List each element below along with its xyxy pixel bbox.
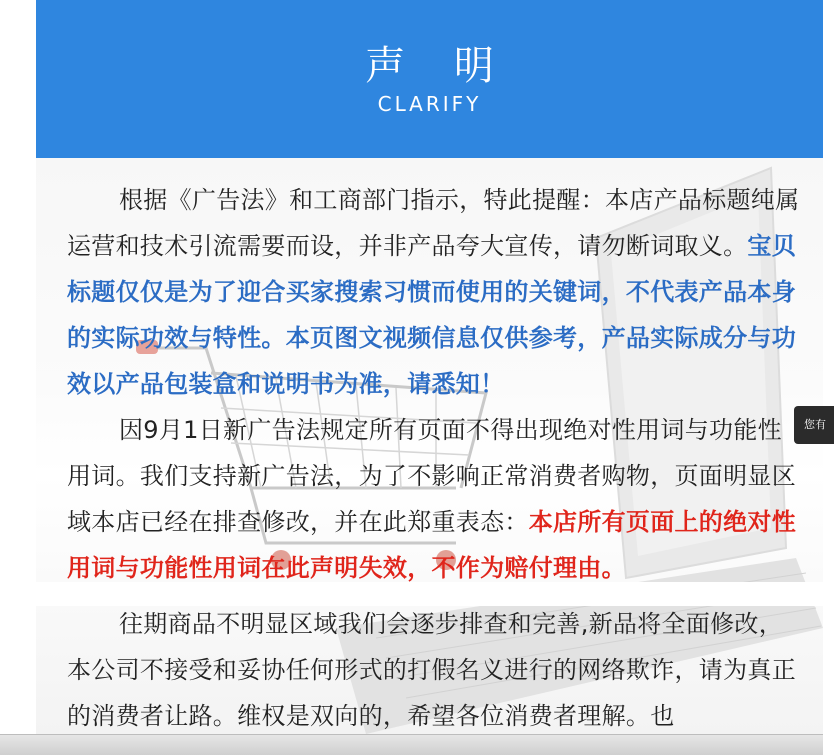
- disclaimer-text-anti-fraud: 往期商品不明显区域我们会逐步排查和完善,新品将全面修改，本公司不接受和妥协任何形式的打假名义进行的网络欺诈，请为真正的消费者让路。维权是双向的，希望各位消费者理解。也: [67, 610, 796, 730]
- header-title: 声 明: [365, 43, 512, 89]
- disclaimer-text-invalid-statement: 本店所有页面上的绝对性用词与功能性用词在此声明失效，不作为赔付理由。: [67, 508, 797, 582]
- bottom-scrollbar[interactable]: [0, 734, 823, 755]
- statement-header: [36, 0, 823, 158]
- side-chat-tip-label: 您有: [804, 418, 826, 431]
- side-chat-tip[interactable]: [794, 406, 834, 444]
- disclaimer-paragraph-2: [67, 601, 803, 739]
- header-subtitle: CLARIFY: [377, 92, 482, 116]
- disclaimer-text-ad-law: 因9月1日新广告法规定所有页面不得出现绝对性用词与功能性用词。我们支持新广告法，为了不影响正常消费者购物，页面明显区域本店已经在排查修改，并在此郑重表态：: [67, 416, 796, 536]
- disclaimer-text-intro: 根据《广告法》和工商部门指示，特此提醒：本店产品标题纯属运营和技术引流需要而设，并非产品夸大宣传，请勿断词取义。: [67, 186, 800, 260]
- disclaimer-text-keyword-note: 宝贝标题仅仅是为了迎合买家搜索习惯而使用的关键词，不代表产品本身的实际功效与特性。本页图文视频信息仅供参考，产品实际成分与功效以产品包装盒和说明书为准，请悉知！: [67, 232, 797, 398]
- disclaimer-paragraph-1: [67, 177, 803, 591]
